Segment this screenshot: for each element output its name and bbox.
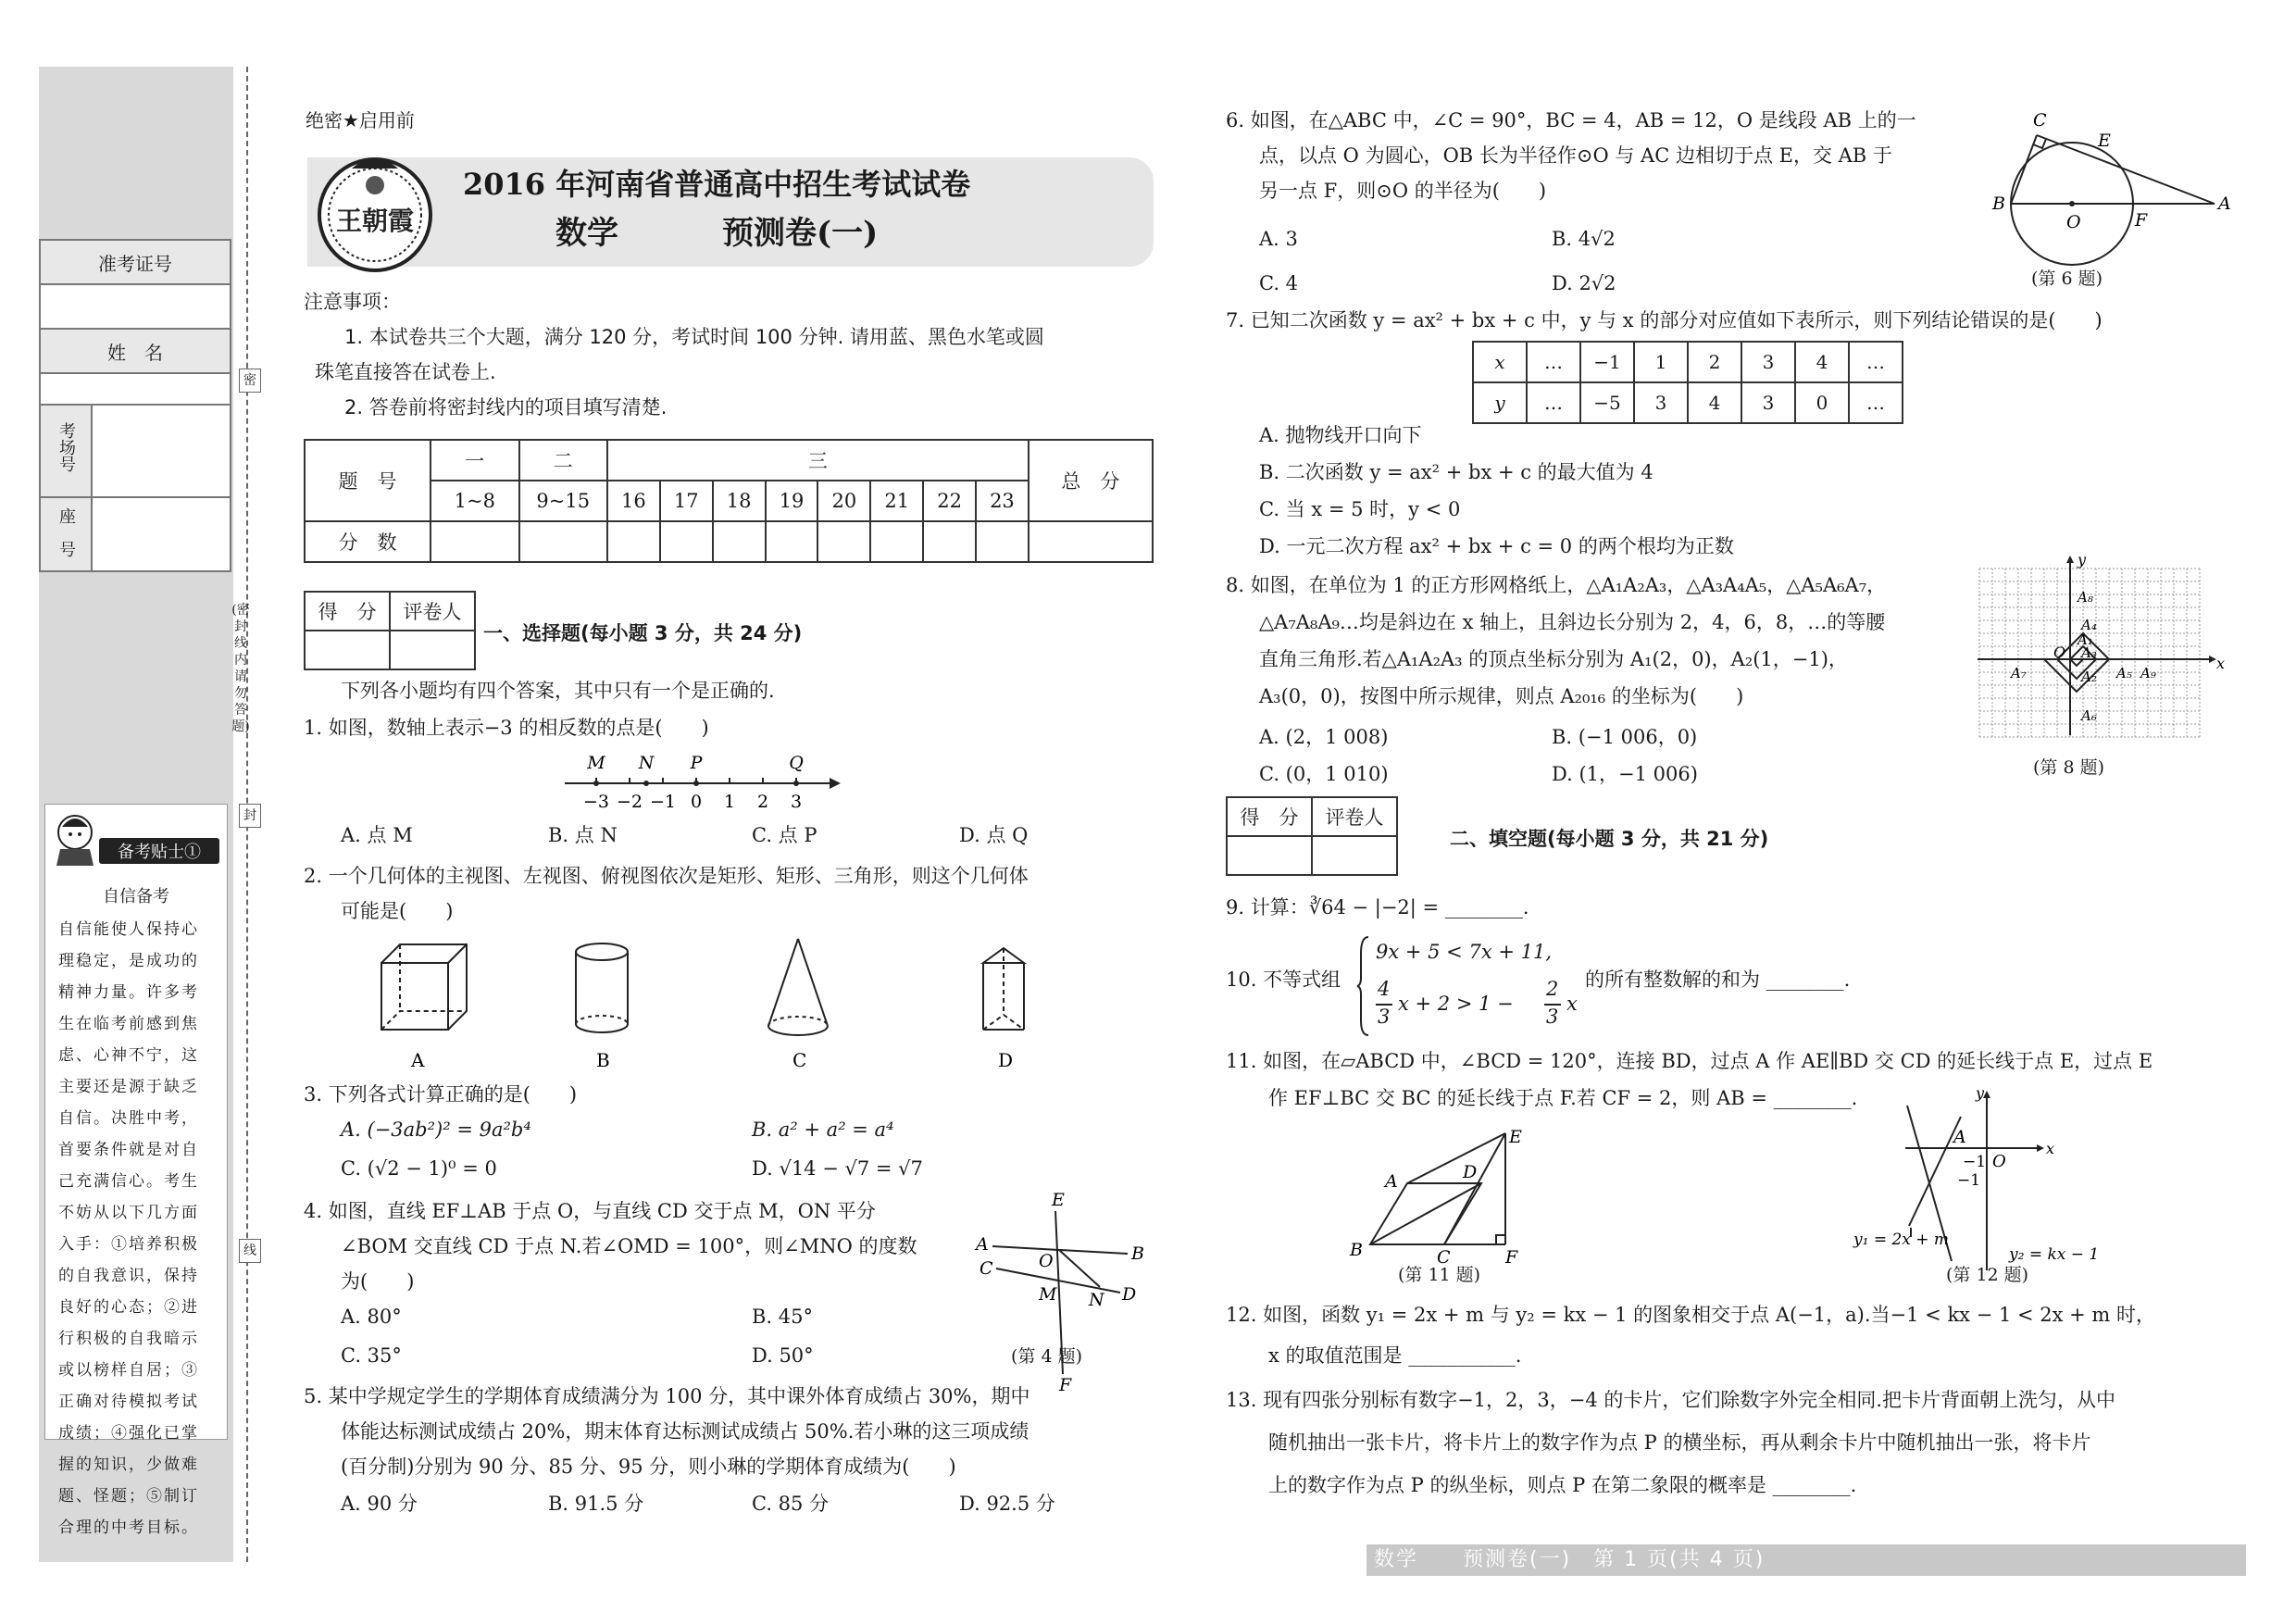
svg-text:A₇: A₇ <box>2011 665 2027 681</box>
q4-option-d[interactable]: D. 50° <box>752 1344 814 1367</box>
svg-text:A₅: A₅ <box>2116 665 2132 681</box>
q3-option-b[interactable]: B. a² + a² = a⁴ <box>752 1118 894 1141</box>
notes-title: 注意事项： <box>304 291 401 313</box>
score-group-3: 三 <box>607 440 1029 481</box>
cylinder-figure <box>576 943 628 1032</box>
q4-stem: 4. 如图，直线 EF⊥AB 于点 O，与直线 CD 交于点 M，ON 平分 <box>304 1200 876 1222</box>
svg-text:O: O <box>1992 1152 2006 1171</box>
score-cell[interactable] <box>1029 521 1153 562</box>
grader-score-label: 得 分 <box>305 592 390 631</box>
q5-option-d[interactable]: D. 92.5 分 <box>959 1493 1055 1515</box>
score-cell[interactable] <box>519 521 607 562</box>
svg-text:D: D <box>1122 1284 1137 1305</box>
svg-text:E: E <box>1509 1127 1522 1147</box>
q1-option-d[interactable]: D. 点 Q <box>959 824 1029 846</box>
exam-tip-box <box>44 804 228 1537</box>
grader-reviewer-cell[interactable] <box>390 631 475 669</box>
q1-tick-label: −3 <box>582 792 610 812</box>
score-num: 17 <box>660 481 713 521</box>
score-cell[interactable] <box>430 521 518 562</box>
q6-option-b[interactable]: B. 4√2 <box>1552 228 1616 250</box>
q2-solid-figures <box>370 935 1055 1074</box>
tip-banner-label: 备考贴士① <box>118 843 201 862</box>
q8-option-a[interactable]: A. (2，1 008) <box>1259 726 1389 748</box>
notes-item1: 1. 本试卷共三个大题，满分 120 分，考试时间 100 分钟. 请用蓝、黑色水笔或圆 <box>344 326 1044 348</box>
room-field[interactable] <box>92 405 231 497</box>
score-num: 19 <box>766 481 818 521</box>
q7-x-cell: −1 <box>1580 342 1634 382</box>
q4-stem-2: ∠BOM 交直线 CD 于点 N.若∠OMD = 100°，则∠MNO 的度数 <box>341 1235 917 1257</box>
svg-text:M: M <box>1039 1284 1057 1305</box>
q8-option-d[interactable]: D. (1，−1 006) <box>1552 763 1698 785</box>
footer-text: 数学 预测卷(一) 第 1 页(共 4 页) <box>1374 1548 1766 1571</box>
q1-tick-label: 0 <box>690 792 703 812</box>
svg-text:D: D <box>1463 1162 1478 1182</box>
seal-label-xian: 线 <box>239 1239 261 1263</box>
q3-option-c[interactable]: C. (√2 − 1)⁰ = 0 <box>341 1157 497 1180</box>
score-num: 22 <box>923 481 976 521</box>
q9-text: 9. 计算：∛64 − |−2| = ________. <box>1226 896 1529 918</box>
score-cell[interactable] <box>976 521 1029 562</box>
q3-option-d[interactable]: D. √14 − √7 = √7 <box>752 1157 923 1180</box>
q10-prefix: 10. 不等式组 <box>1226 968 1341 991</box>
q5-option-b[interactable]: B. 91.5 分 <box>548 1493 644 1515</box>
q6-line1: 6. 如图，在△ABC 中，∠C = 90°，BC = 4，AB = 12，O 是线段 AB 上的一 <box>1226 109 1916 131</box>
q8-option-b[interactable]: B. (−1 006，0) <box>1552 726 1698 748</box>
score-row-label: 分 数 <box>305 521 430 562</box>
q7-x-cell: x <box>1473 342 1527 382</box>
exam-number-field[interactable] <box>40 284 231 329</box>
notes-item1-cont: 珠笔直接答在试卷上. <box>315 361 496 383</box>
svg-text:A: A <box>1953 1127 1966 1147</box>
svg-text:x: x <box>2046 1140 2055 1157</box>
svg-text:y₂ = kx − 1: y₂ = kx − 1 <box>2009 1245 2100 1264</box>
svg-text:O: O <box>1039 1251 1054 1271</box>
q7-x-cell: 4 <box>1795 342 1849 382</box>
q6-line3: 另一点 F，则⊙O 的半径为( ) <box>1259 180 1547 202</box>
q1-tick-label: −2 <box>616 792 643 812</box>
q7-option-a[interactable]: A. 抛物线开口向下 <box>1259 424 1422 446</box>
q7-y-cell: −5 <box>1580 382 1634 423</box>
q4-option-b[interactable]: B. 45° <box>752 1306 814 1328</box>
tip-body: 自信能使人保持心理稳定，是成功的精神力量。许多考生在临考前感到焦虑、心神不宁，这主要还是源于缺乏自信。决胜中考，首要条件就是对自己充满信心。考生不妨从以下几方面入手：①培养积极的自我意识，保持良好的心态；②进行积极的自我暗示或以榜样自居；③正确对待模拟考试成绩；④强化已掌握的知识，少做难题、怪题；⑤制订合理的中考目标。 <box>58 920 199 1537</box>
q8-option-c[interactable]: C. (0，1 010) <box>1259 763 1389 785</box>
q7-y-cell: y <box>1473 382 1527 423</box>
q7-stem: 7. 已知二次函数 y = ax² + bx + c 中，y 与 x 的部分对应值如下表所示，则下列结论错误的是( ) <box>1226 309 2103 331</box>
svg-text:−1: −1 <box>1957 1171 1981 1190</box>
cone-figure <box>768 939 828 1035</box>
score-num: 16 <box>607 481 660 521</box>
svg-text:O: O <box>2053 644 2066 661</box>
grader-score-cell[interactable] <box>305 631 390 669</box>
svg-text:A₈: A₈ <box>2078 589 2093 606</box>
q7-option-b[interactable]: B. 二次函数 y = ax² + bx + c 的最大值为 4 <box>1259 461 1653 483</box>
q8-line4: A₃(0，0)，按图中所示规律，则点 A₂₀₁₆ 的坐标为( ) <box>1259 685 1744 707</box>
candidate-info-table <box>39 239 231 419</box>
score-group-2: 二 <box>519 440 607 481</box>
q1-option-b[interactable]: B. 点 N <box>548 824 618 846</box>
q7-option-c[interactable]: C. 当 x = 5 时，y < 0 <box>1259 498 1461 520</box>
q2-label-b: B <box>596 1049 610 1071</box>
q4-option-c[interactable]: C. 35° <box>341 1344 402 1367</box>
grader-box-2 <box>1226 796 1398 876</box>
q1-point-dot <box>793 781 799 786</box>
svg-text:A: A <box>2218 194 2231 214</box>
q11-line1: 11. 如图，在▱ABCD 中，∠BCD = 120°，连接 BD，过点 A 作 AE∥BD 交 CD 的延长线于点 E，过点 E <box>1226 1050 2153 1072</box>
svg-text:A₁: A₁ <box>2078 631 2093 648</box>
q6-figure <box>1990 104 2231 243</box>
q7-y-cell: 3 <box>1741 382 1795 423</box>
q11-line2: 作 EF⊥BC 交 BC 的延长线于点 F.若 CF = 2，则 AB = ________. <box>1268 1087 1858 1109</box>
q2-label-a: A <box>411 1049 425 1071</box>
q6-option-c[interactable]: C. 4 <box>1259 272 1299 294</box>
q5-option-c[interactable]: C. 85 分 <box>752 1493 830 1515</box>
q2-label-d: D <box>998 1049 1014 1071</box>
q7-y-cell: … <box>1527 382 1580 423</box>
seal-label-mi: 密 <box>239 369 261 393</box>
q12-figure <box>1846 1084 2100 1274</box>
score-group-1: 一 <box>430 440 518 481</box>
score-cell[interactable] <box>660 521 713 562</box>
q10-suffix: 的所有整数解的和为 ________. <box>1585 968 1851 991</box>
q7-x-cell: … <box>1849 342 1903 382</box>
q1-point-label: M <box>587 753 605 773</box>
q4-caption: (第 4 题) <box>1011 1346 1082 1367</box>
q8-caption: (第 8 题) <box>2033 757 2104 778</box>
exam-number-label: 准考证号 <box>40 240 231 284</box>
q8-line3: 直角三角形.若△A₁A₂A₃ 的顶点坐标分别为 A₁(2，0)，A₂(1，−1)， <box>1259 648 1848 670</box>
score-range-1: 1~8 <box>430 481 518 521</box>
q1-tick-label: 2 <box>756 792 769 812</box>
q3-option-a[interactable]: A. (−3ab²)² = 9a²b⁴ <box>341 1118 531 1141</box>
svg-text:E: E <box>2098 131 2111 151</box>
q1-point-label: Q <box>789 753 804 773</box>
q2-stem: 2. 一个几何体的主视图、左视图、俯视图依次是矩形、矩形、三角形，则这个几何体 <box>304 865 1029 887</box>
exam-subject: 数学 <box>555 215 618 252</box>
q10-ineq2: 4 3 x + 2 > 1 − 2 3 x <box>1378 978 1578 1028</box>
score-num: 18 <box>713 481 766 521</box>
svg-text:C: C <box>1437 1247 1451 1268</box>
grader-reviewer-label: 评卷人 <box>390 592 475 631</box>
grader-score-label: 得 分 <box>1227 797 1312 836</box>
svg-text:−1: −1 <box>1963 1153 1987 1171</box>
q6-option-a[interactable]: A. 3 <box>1259 228 1298 250</box>
q13-line3: 上的数字作为点 P 的纵坐标，则点 P 在第二象限的概率是 ________. <box>1268 1474 1857 1496</box>
svg-text:O: O <box>2066 212 2081 232</box>
room-seat-table <box>39 404 231 572</box>
q1-option-a[interactable]: A. 点 M <box>341 824 413 846</box>
svg-text:y: y <box>2078 551 2087 569</box>
q1-point-dot <box>593 781 599 786</box>
score-range-2: 9~15 <box>519 481 607 521</box>
score-num: 23 <box>976 481 1029 521</box>
svg-text:F: F <box>1059 1375 1072 1395</box>
name-label: 姓 名 <box>40 329 231 373</box>
q1-point-label: P <box>690 753 703 773</box>
q7-x-cell: 1 <box>1634 342 1688 382</box>
svg-text:A₄: A₄ <box>2081 617 2097 633</box>
q7-y-cell: 0 <box>1795 382 1849 423</box>
svg-text:x: x <box>2216 655 2226 672</box>
grader-reviewer-cell[interactable] <box>1312 836 1397 875</box>
q6-caption: (第 6 题) <box>2031 269 2103 289</box>
section-1-title: 一、选择题(每小题 3 分，共 24 分) <box>483 622 803 644</box>
svg-text:C: C <box>2033 110 2047 131</box>
svg-text:A₆: A₆ <box>2081 707 2097 724</box>
q7-option-d[interactable]: D. 一元二次方程 ax² + bx + c = 0 的两个根均为正数 <box>1259 535 1734 557</box>
svg-text:F: F <box>2135 210 2148 231</box>
svg-text:A₃: A₃ <box>2081 644 2097 661</box>
q7-x-cell: 2 <box>1688 342 1741 382</box>
svg-text:y: y <box>1976 1084 1985 1102</box>
q1-point-dot <box>643 781 649 786</box>
q2-stem-cont: 可能是( ) <box>341 900 454 922</box>
q11-figure <box>1342 1124 1574 1268</box>
score-cell[interactable] <box>923 521 976 562</box>
q5-line2: 体能达标测试成绩占 20%，期末体育达标测试成绩占 50%.若小琳的这三项成绩 <box>341 1420 1029 1443</box>
svg-text:B: B <box>1350 1240 1363 1260</box>
svg-text:A: A <box>1385 1171 1398 1192</box>
seal-label-feng: 封 <box>239 804 261 828</box>
score-cell[interactable] <box>713 521 766 562</box>
tip-title: 自信备考 <box>103 887 169 906</box>
score-cell[interactable] <box>766 521 818 562</box>
q12-line2: x 的取值范围是 ___________. <box>1268 1344 1522 1367</box>
q8-line1: 8. 如图，在单位为 1 的正方形网格纸上，△A₁A₂A₃，△A₃A₄A₅，△A₅A₆A₇， <box>1226 574 1887 596</box>
prism-figure <box>983 948 1024 1030</box>
svg-text:y₁ = 2x + m: y₁ = 2x + m <box>1853 1231 1950 1249</box>
q13-line2: 随机抽出一张卡片，将卡片上的数字作为点 P 的横坐标，再从剩余卡片中随机抽出一张，将卡片 <box>1268 1431 2091 1454</box>
score-num: 20 <box>817 481 870 521</box>
svg-text:C: C <box>980 1258 993 1279</box>
q7-y-cell: 3 <box>1634 382 1688 423</box>
page-footer <box>1366 1544 2246 1576</box>
q5-line1: 5. 某中学规定学生的学期体育成绩满分为 100 分，其中课外体育成绩占 30%，期中 <box>304 1385 1030 1407</box>
svg-text:N: N <box>1089 1290 1104 1310</box>
q1-number-line <box>555 750 842 818</box>
q2-label-c: C <box>792 1049 807 1071</box>
cube-figure <box>381 944 467 1030</box>
q5-line3: (百分制)分别为 90 分、85 分、95 分，则小琳的学期体育成绩为( ) <box>341 1456 956 1478</box>
q1-option-c[interactable]: C. 点 P <box>752 824 817 846</box>
q7-x-cell: 3 <box>1741 342 1795 382</box>
q7-y-cell: 4 <box>1688 382 1741 423</box>
q7-value-table <box>1472 341 1903 424</box>
q1-point-dot <box>693 781 699 786</box>
room-label: 考场号 <box>40 405 92 497</box>
q12-line1: 12. 如图，函数 y₁ = 2x + m 与 y₂ = kx − 1 的图象相交于点 A(−1，a).当−1 < kx − 1 < 2x + m 时， <box>1226 1304 2156 1326</box>
score-num: 21 <box>870 481 923 521</box>
grader-box-1 <box>304 591 476 670</box>
score-cell[interactable] <box>607 521 660 562</box>
seat-field[interactable] <box>92 497 231 571</box>
seat-label: 座 号 <box>40 497 92 571</box>
q1-tick-label: 1 <box>723 792 736 812</box>
q7-y-cell: … <box>1849 382 1903 423</box>
q1-point-label: N <box>638 753 655 773</box>
q12-caption: (第 12 题) <box>1946 1265 2029 1285</box>
svg-text:王朝霞: 王朝霞 <box>335 206 415 236</box>
svg-text:B: B <box>1131 1243 1144 1264</box>
svg-text:A₂: A₂ <box>2081 669 2097 685</box>
exam-paper: 预测卷(一) <box>722 215 879 252</box>
tip-banner-art <box>45 805 227 869</box>
svg-text:F: F <box>1505 1247 1518 1268</box>
score-cell[interactable] <box>817 521 870 562</box>
q1-stem: 1. 如图，数轴上表示−3 的相反数的点是( ) <box>304 717 709 739</box>
svg-text:A: A <box>976 1234 989 1255</box>
exam-title: 2016 年河南省普通高中招生考试试卷 <box>463 167 971 202</box>
svg-text:B: B <box>1992 194 2005 214</box>
svg-text:A₉: A₉ <box>2140 665 2156 681</box>
q7-x-cell: … <box>1527 342 1580 382</box>
q8-line2: △A₇A₈A₉…均是斜边在 x 轴上，且斜边长分别为 2，4，6，8，…的等腰 <box>1259 611 1886 633</box>
section-1-intro: 下列各小题均有四个答案，其中只有一个是正确的. <box>341 680 775 702</box>
seal-note: (密封线内请勿答题) <box>231 603 250 734</box>
q6-line2: 点，以点 O 为圆心，OB 长为半径作⊙O 与 AC 边相切于点 E，交 AB 于 <box>1259 144 1892 167</box>
q3-stem: 3. 下列各式计算正确的是( ) <box>304 1083 578 1106</box>
q5-option-a[interactable]: A. 90 分 <box>341 1493 418 1515</box>
q1-tick-label: −1 <box>649 792 677 812</box>
section-2-title: 二、填空题(每小题 3 分，共 21 分) <box>1450 828 1769 850</box>
q11-caption: (第 11 题) <box>1398 1265 1481 1285</box>
q1-tick-label: 3 <box>790 792 803 812</box>
grader-score-cell[interactable] <box>1227 836 1312 875</box>
q6-option-d[interactable]: D. 2√2 <box>1552 272 1616 294</box>
notes-item2: 2. 答卷前将密封线内的项目填写清楚. <box>344 396 668 419</box>
q10-brace <box>1357 935 1370 1037</box>
svg-text:E: E <box>1052 1190 1065 1210</box>
secret-label: 绝密★启用前 <box>306 109 415 131</box>
q10-ineq1: 9x + 5 < 7x + 11, <box>1376 941 1553 963</box>
q13-line1: 13. 现有四张分别标有数字−1，2，3，−4 的卡片，它们除数字外完全相同.把卡片背面朝上洗匀，从中 <box>1226 1389 2116 1411</box>
score-total-label: 总 分 <box>1029 440 1153 521</box>
grader-reviewer-label: 评卷人 <box>1312 797 1397 836</box>
score-cell[interactable] <box>870 521 923 562</box>
q4-option-a[interactable]: A. 80° <box>341 1306 402 1328</box>
brand-logo-icon <box>315 148 435 278</box>
score-table <box>304 439 1154 563</box>
q4-stem-3: 为( ) <box>341 1270 415 1293</box>
q8-grid-figure <box>1978 551 2227 739</box>
score-table-row-label: 题 号 <box>305 440 430 521</box>
